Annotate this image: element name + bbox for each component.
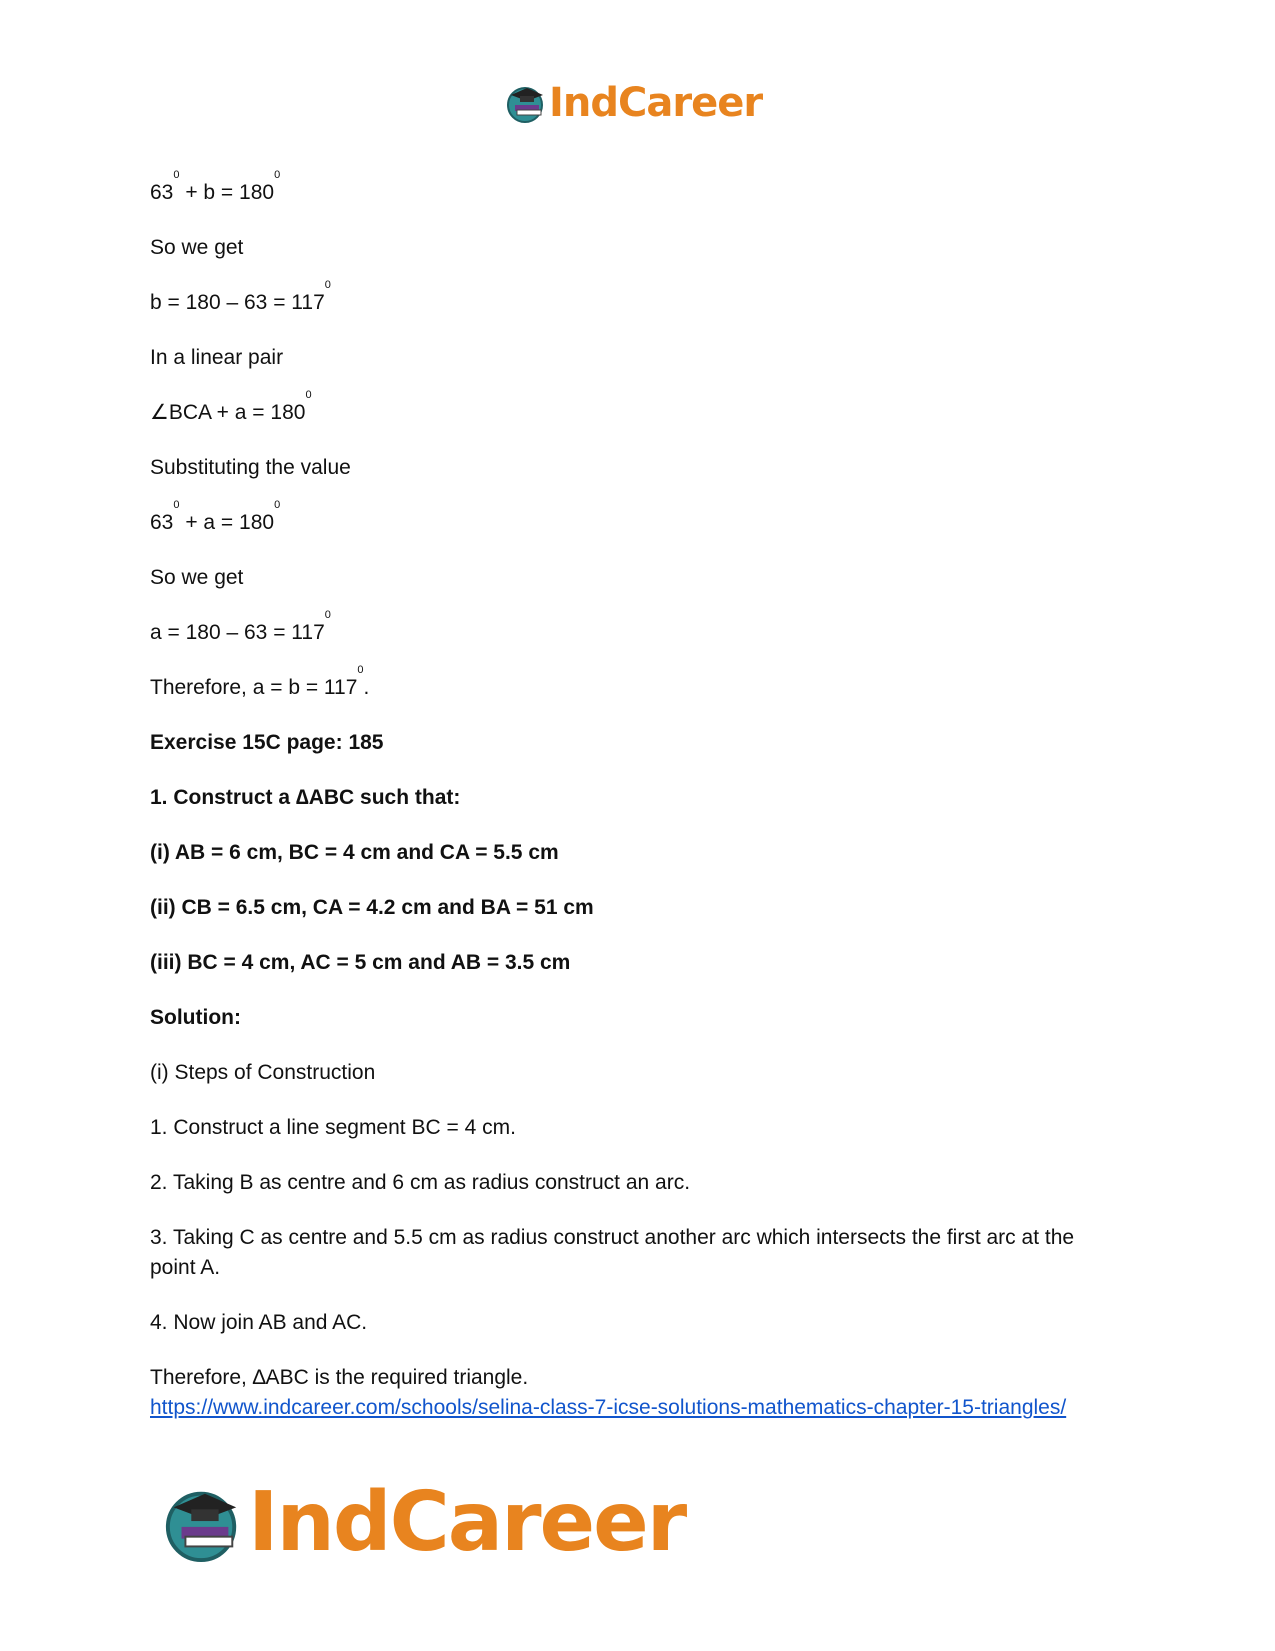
source-url-link[interactable]: https://www.indcareer.com/schools/selina-class-7-icse-solutions-mathematics-chapter-15-triangles/ <box>150 1396 1067 1419</box>
equation-line: $b = 180 - 63 = 117^0$ <box>150 279 331 314</box>
construction-step: 2. Taking B as centre and 6 cm as radius construct an arc. <box>150 1171 691 1194</box>
header-logo <box>505 80 762 126</box>
construction-step: 4. Now join AB and AC. <box>150 1311 368 1334</box>
solution-label: Solution: <box>150 1006 241 1029</box>
equation-line: $63^0 + b = 180^0$ <box>150 169 281 204</box>
equation-line: $63^0 + a = 180^0$ <box>150 499 281 534</box>
construction-step: 1. Construct a line segment BC = 4 cm. <box>150 1116 516 1139</box>
graduation-cap-books-globe-icon <box>505 83 547 123</box>
text-line: So we get <box>150 236 244 259</box>
conclusion-text: Therefore, ∆ABC is the required triangle. <box>150 1366 529 1389</box>
question-text: 1. Construct a ∆ABC such that: <box>150 786 461 809</box>
question-part: (ii) CB = 6.5 cm, CA = 4.2 cm and BA = 51 cm <box>150 896 594 919</box>
text-line: In a linear pair <box>150 346 284 369</box>
question-part: (iii) BC = 4 cm, AC = 5 cm and AB = 3.5 cm <box>150 951 571 974</box>
equation-line: Therefore, $a = b = 117^0$. <box>150 664 370 699</box>
steps-title: (i) Steps of Construction <box>150 1061 376 1084</box>
text-line: Substituting the value <box>150 456 351 479</box>
footer-logo <box>162 1475 685 1570</box>
text-line: So we get <box>150 566 244 589</box>
logo-text: IndCareer <box>248 1475 686 1570</box>
construction-step: 3. Taking C as centre and 5.5 cm as radius construct another arc which intersects the first arc at the point A. <box>150 1226 1075 1279</box>
question-part: (i) AB = 6 cm, BC = 4 cm and CA = 5.5 cm <box>150 841 559 864</box>
graduation-cap-books-globe-icon <box>162 1482 244 1564</box>
equation-line: ∠BCA + $a = 180^0$ <box>150 389 312 424</box>
exercise-heading: Exercise 15C page: 185 <box>150 731 384 754</box>
document-body <box>150 169 1125 1423</box>
logo-text: IndCareer <box>549 80 763 126</box>
equation-line: $a = 180 - 63 = 117^0$ <box>150 609 331 644</box>
